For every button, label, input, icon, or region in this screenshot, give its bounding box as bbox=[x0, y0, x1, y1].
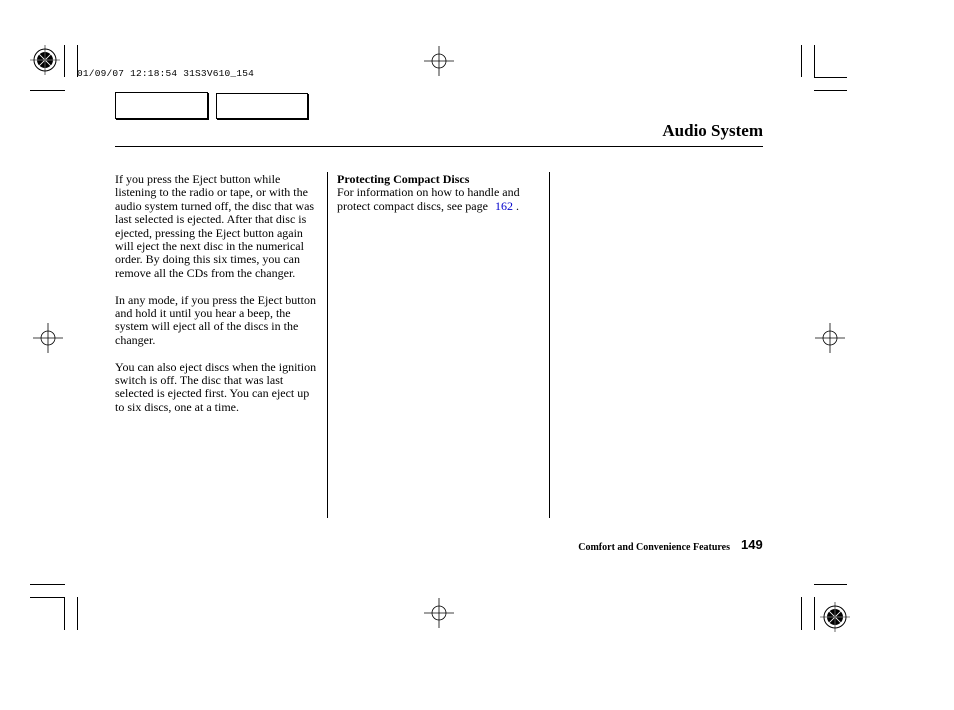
trim-line bbox=[30, 584, 65, 585]
subheading-protecting-compact-discs: Protecting Compact Discs bbox=[337, 172, 470, 186]
trim-line bbox=[814, 584, 847, 585]
trim-line bbox=[64, 597, 65, 630]
page-reference-link[interactable]: 162 bbox=[494, 198, 513, 213]
trim-line bbox=[64, 45, 65, 77]
trim-line bbox=[77, 597, 78, 630]
column-1 bbox=[115, 173, 320, 428]
cross-reference-trailing: . bbox=[515, 198, 519, 213]
crosshair-bottom-center-icon bbox=[424, 598, 454, 628]
crosshair-top-center-icon bbox=[424, 46, 454, 76]
cross-reference-text bbox=[337, 186, 542, 213]
paragraph: If you press the Eject button while listening to the radio or tape, or with the audio system turned off, the disc that was last selected is ejected. After that disc is ejected, pressing the Eject button again will eject the next disc in the numerical order. By doing this six times, you can remove all the CDs from the changer. bbox=[115, 172, 315, 280]
paragraph: In any mode, if you press the Eject button and hold it until you hear a beep, the system will eject all of the discs in the changer. bbox=[115, 292, 316, 347]
column-divider bbox=[327, 172, 328, 518]
registration-target-bottom-right-icon bbox=[820, 602, 850, 632]
trim-line bbox=[814, 45, 815, 77]
column-divider bbox=[549, 172, 550, 518]
column-2 bbox=[337, 173, 542, 213]
trim-line bbox=[814, 597, 815, 630]
trim-line bbox=[801, 597, 802, 630]
nav-box-main-menu[interactable] bbox=[115, 92, 208, 119]
trim-line bbox=[30, 90, 65, 91]
print-stamp: 01/09/07 12:18:54 31S3V610_154 bbox=[77, 68, 255, 79]
footer-section-label: Comfort and Convenience Features bbox=[578, 542, 730, 553]
paragraph: You can also eject discs when the ignition switch is off. The disc that was last selected is ejected first. You can eject up to six discs, one at a time. bbox=[115, 359, 317, 414]
trim-line bbox=[801, 45, 802, 77]
crosshair-right-middle-icon bbox=[815, 323, 845, 353]
trim-line bbox=[30, 597, 65, 598]
nav-box-index[interactable] bbox=[216, 93, 308, 119]
cross-reference-body: For information on how to handle and protect compact discs, see page bbox=[337, 185, 520, 213]
section-title: Audio System bbox=[662, 121, 763, 140]
header-rule bbox=[115, 146, 763, 147]
page-number: 149 bbox=[741, 537, 763, 552]
trim-line bbox=[814, 90, 847, 91]
registration-target-top-left-icon bbox=[30, 45, 60, 75]
trim-line bbox=[814, 77, 847, 78]
crosshair-left-middle-icon bbox=[33, 323, 63, 353]
